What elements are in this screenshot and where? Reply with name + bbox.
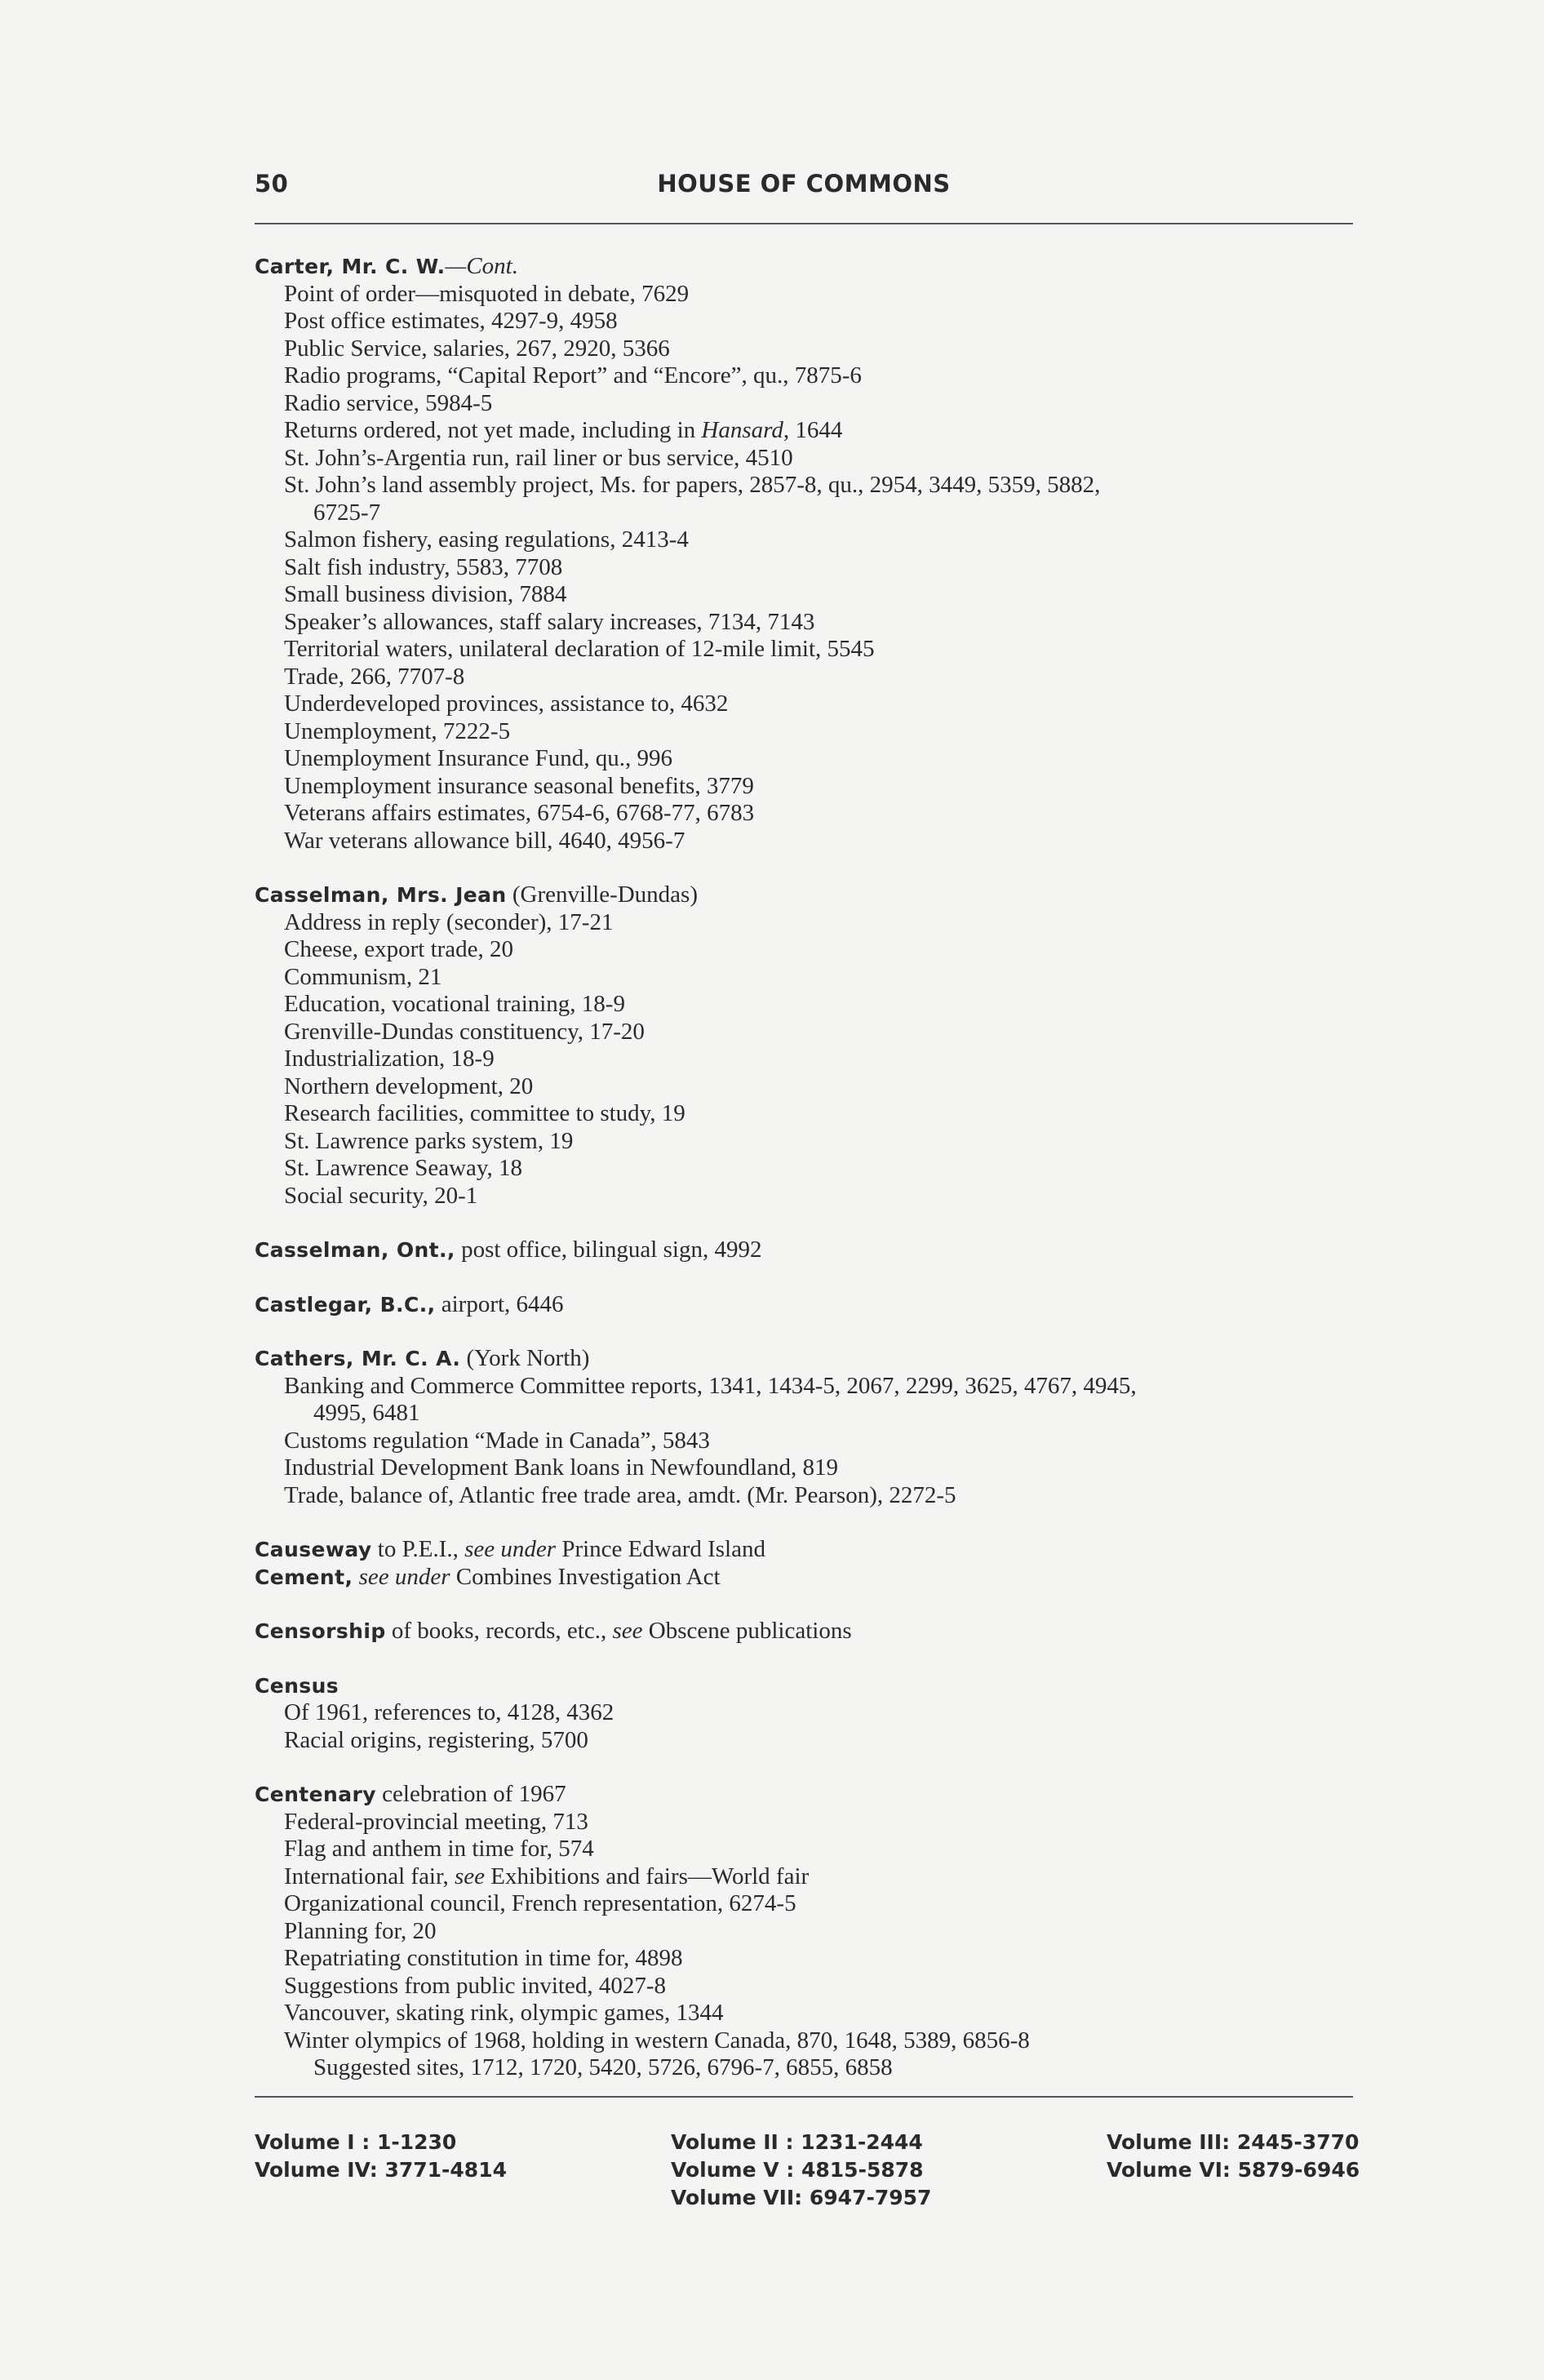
volume-range: Volume II : 1231-2444: [671, 2130, 923, 2154]
entry-heading-italic: see under: [358, 1563, 450, 1590]
index-subentry: [255, 1945, 1353, 1973]
index-subentry: [255, 1019, 1353, 1046]
index-entry: [255, 881, 1353, 1210]
entry-heading: Castlegar, B.C.,: [255, 1292, 436, 1317]
subentry-text: War veterans allowance bill, 4640, 4956-7: [284, 827, 685, 854]
subentry-text: Returns ordered, not yet made, including in: [284, 417, 702, 443]
subentry-text: Communism, 21: [284, 963, 442, 990]
entry-heading-text-after: Obscene publications: [642, 1618, 852, 1644]
entry-heading-line: [255, 1672, 1353, 1700]
index-subentry: [255, 362, 1353, 390]
index-subentry: [255, 1863, 1353, 1891]
volume-range: Volume VII: 6947-7957: [671, 2186, 932, 2209]
volume-range: Volume I : 1-1230: [255, 2130, 457, 2154]
entry-heading-text: celebration of 1967: [375, 1781, 566, 1807]
entry-heading-line: [255, 253, 1353, 281]
entry-heading: Cathers, Mr. C. A.: [255, 1347, 461, 1370]
entry-heading-text-after: Prince Edward Island: [556, 1536, 765, 1562]
index-subentry: [255, 281, 1353, 309]
entry-heading-line: [255, 1345, 1353, 1373]
entry-heading-line: [255, 1291, 1353, 1319]
subentry-text: Point of order—misquoted in debate, 7629: [284, 280, 690, 307]
subentry-text: Racial origins, registering, 5700: [284, 1726, 588, 1753]
index-subentry: [255, 472, 1353, 500]
subentry-text: Industrial Development Bank loans in Newfoundland, 819: [284, 1454, 838, 1481]
entry-heading-italic: —Cont.: [445, 253, 518, 279]
subentry-text: Industrialization, 18-9: [284, 1046, 495, 1072]
subentry-text: Unemployment, 7222-5: [284, 717, 511, 744]
index-subentry: [255, 1373, 1353, 1401]
subentry-text: Cheese, export trade, 20: [284, 936, 514, 962]
subentry-text: Planning for, 20: [284, 1917, 437, 1944]
index-entry: [255, 1536, 1353, 1564]
footer-divider: [255, 2096, 1353, 2098]
index-subentry: [255, 991, 1353, 1019]
index-subentry: [255, 636, 1353, 664]
index-subentry: [255, 1128, 1353, 1156]
entry-heading-text: post office, bilingual sign, 4992: [455, 1237, 762, 1263]
entry-heading-line: [255, 1237, 1353, 1264]
index-subentry: [255, 308, 1353, 335]
entry-heading-text-after: Combines Investigation Act: [450, 1563, 721, 1590]
subentry-text-after: , 1644: [783, 417, 843, 443]
entry-heading-line: [255, 1781, 1353, 1809]
subentry-text: Post office estimates, 4297-9, 4958: [284, 308, 618, 334]
subentry-italic: Hansard: [701, 417, 783, 443]
subentry-text: Radio service, 5984-5: [284, 389, 493, 416]
index-subentry: [255, 1918, 1353, 1946]
page-header: [255, 170, 1353, 211]
index-subentry: [255, 1100, 1353, 1128]
entry-heading-text: to P.E.I.,: [371, 1536, 465, 1562]
index-subentry: [255, 1482, 1353, 1510]
subentry-text: St. Lawrence parks system, 19: [284, 1127, 574, 1154]
index-subentry: [255, 554, 1353, 582]
subentry-text: Trade, balance of, Atlantic free trade area, amdt. (Mr. Pearson), 2272-5: [284, 1481, 956, 1508]
subentry-text: International fair,: [284, 1863, 455, 1889]
subentry-text: Address in reply (seconder), 17-21: [284, 908, 614, 935]
entry-heading-italic: see under: [464, 1536, 557, 1562]
index-subentry: [255, 690, 1353, 718]
subentry-continuation: 4995, 6481: [313, 1400, 420, 1426]
entry-heading-line: [255, 1536, 1353, 1564]
subentry-text: Repatriating constitution in time for, 4898: [284, 1945, 683, 1971]
subentry-text: Radio programs, “Capital Report” and “Encore”, qu., 7875-6: [284, 362, 862, 389]
index-subentry: [255, 1836, 1353, 1863]
subentry-text: Education, vocational training, 18-9: [284, 991, 625, 1017]
index-subentry: [255, 335, 1353, 363]
index-subentry: [255, 1155, 1353, 1183]
header-divider: [255, 223, 1353, 224]
index-subentry: [255, 1973, 1353, 2000]
index-subentry: [255, 1890, 1353, 1918]
index-subentry: [255, 745, 1353, 773]
index-subentry: [255, 800, 1353, 828]
subentry-text: St. Lawrence Seaway, 18: [284, 1155, 523, 1181]
index-entry: [255, 1564, 1353, 1592]
index-subentry: [255, 609, 1353, 637]
index-subentry: [255, 1727, 1353, 1755]
volume-footer: [255, 2129, 1360, 2218]
page-number: 50: [255, 170, 289, 198]
subentry-continuation: 6725-7: [313, 499, 381, 526]
entry-heading-text: (York North): [460, 1345, 590, 1371]
index-subentry: [255, 909, 1353, 937]
footer-column-2: [671, 2129, 931, 2212]
index-body: [255, 253, 1353, 2109]
index-subentry: [255, 1809, 1353, 1836]
subentry-text: Winter olympics of 1968, holding in western Canada, 870, 1648, 5389, 6856-8: [284, 2027, 1030, 2054]
subentry-text: Flag and anthem in time for, 574: [284, 1836, 594, 1862]
entry-heading-text: of books, records, etc.,: [385, 1618, 613, 1644]
index-subentry: [255, 1046, 1353, 1073]
subentry-text: Speaker’s allowances, staff salary increases, 7134, 7143: [284, 608, 815, 635]
index-subentry: [255, 664, 1353, 691]
entry-heading: Carter, Mr. C. W.: [255, 255, 446, 278]
entry-heading-italic: see: [612, 1618, 643, 1644]
subentry-text: Federal-provincial meeting, 713: [284, 1808, 588, 1835]
index-subentry: [255, 1454, 1353, 1482]
subentry-text: St. John’s-Argentia run, rail liner or bus service, 4510: [284, 444, 793, 471]
index-subentry: [255, 1183, 1353, 1210]
subentry-text: Grenville-Dundas constituency, 17-20: [284, 1018, 645, 1045]
subentry-text: Of 1961, references to, 4128, 4362: [284, 1699, 614, 1725]
index-subentry: [255, 390, 1353, 418]
index-subentry: [255, 2000, 1353, 2027]
subentry-italic: see: [455, 1863, 486, 1889]
subentry-text: Trade, 266, 7707-8: [284, 663, 465, 690]
index-entry: [255, 253, 1353, 855]
index-subentry: [255, 2027, 1353, 2055]
subentry-text: Unemployment insurance seasonal benefits, 3779: [284, 772, 754, 799]
footer-column-3: [1107, 2129, 1360, 2184]
volume-range: Volume III: 2445-3770: [1107, 2130, 1360, 2154]
volume-range: Volume V : 4815-5878: [671, 2158, 924, 2182]
volume-range: Volume VI: 5879-6946: [1107, 2158, 1360, 2182]
index-entry: [255, 1237, 1353, 1264]
entry-heading: Cement,: [255, 1565, 353, 1589]
index-entry: [255, 1672, 1353, 1755]
subentry-text: Territorial waters, unilateral declaration of 12-mile limit, 5545: [284, 636, 875, 662]
index-subentry: [255, 526, 1353, 554]
subentry-text: Suggestions from public invited, 4027-8: [284, 1972, 666, 1999]
index-subentry: [255, 445, 1353, 473]
subentry-text: Banking and Commerce Committee reports, 1341, 1434-5, 2067, 2299, 3625, 4767, 4945,: [284, 1372, 1137, 1399]
footer-column-1: [255, 2129, 507, 2184]
index-subentry: [255, 417, 1353, 445]
subentry-text: Unemployment Insurance Fund, qu., 996: [284, 745, 673, 771]
subentry-text-after: Exhibitions and fairs—World fair: [485, 1863, 810, 1889]
subentry-text: Veterans affairs estimates, 6754-6, 6768-77, 6783: [284, 800, 755, 826]
entry-heading: Casselman, Ont.,: [255, 1238, 455, 1262]
subentry-text: Small business division, 7884: [284, 581, 567, 607]
index-subentry: [255, 718, 1353, 746]
index-subentry: [255, 1073, 1353, 1101]
subentry-text: Northern development, 20: [284, 1072, 534, 1099]
subentry-text: Salmon fishery, easing regulations, 2413-4: [284, 526, 689, 553]
index-entry: [255, 1781, 1353, 2082]
entry-heading-line: [255, 881, 1353, 909]
subentry-text: Public Service, salaries, 267, 2920, 5366: [284, 335, 670, 362]
subentry-text: Social security, 20-1: [284, 1182, 478, 1209]
entry-heading: Censorship: [255, 1619, 386, 1643]
entry-heading: Casselman, Mrs. Jean: [255, 883, 507, 907]
index-subentry: [255, 936, 1353, 964]
index-subentry: [255, 964, 1353, 992]
volume-range: Volume IV: 3771-4814: [255, 2158, 507, 2182]
index-entry: [255, 1618, 1353, 1645]
entry-heading: Causeway: [255, 1538, 372, 1561]
subentry-text: Vancouver, skating rink, olympic games, 1344: [284, 2000, 724, 2026]
index-subsubentry: [255, 2054, 1353, 2082]
subentry-text: St. John’s land assembly project, Ms. for papers, 2857-8, qu., 2954, 3449, 5359, 5882,: [284, 472, 1101, 498]
index-entry: [255, 1291, 1353, 1319]
entry-heading-line: [255, 1618, 1353, 1645]
subentry-text: Customs regulation “Made in Canada”, 5843: [284, 1427, 710, 1454]
subentry-text: Underdeveloped provinces, assistance to, 4632: [284, 690, 729, 717]
index-subentry: [255, 581, 1353, 609]
subentry-text: Research facilities, committee to study, 19: [284, 1100, 685, 1126]
subentry-text: Salt fish industry, 5583, 7708: [284, 553, 563, 580]
index-subentry: [255, 828, 1353, 855]
index-subentry: [255, 1428, 1353, 1455]
entry-heading-text: (Grenville-Dundas): [506, 881, 698, 908]
entry-heading-text: [353, 1564, 358, 1590]
index-subentry: [255, 1699, 1353, 1727]
entry-heading-text: airport, 6446: [435, 1290, 564, 1317]
entry-heading: Census: [255, 1673, 339, 1698]
subentry-text: Suggested sites, 1712, 1720, 5420, 5726, 6796-7, 6855, 6858: [313, 2054, 893, 2080]
page-title: HOUSE OF COMMONS: [657, 170, 951, 198]
index-subentry: [255, 773, 1353, 801]
entry-heading-line: [255, 1564, 1353, 1592]
entry-heading: Centenary: [255, 1783, 376, 1806]
subentry-text: Organizational council, French representation, 6274-5: [284, 1890, 796, 1916]
index-entry: [255, 1345, 1353, 1509]
